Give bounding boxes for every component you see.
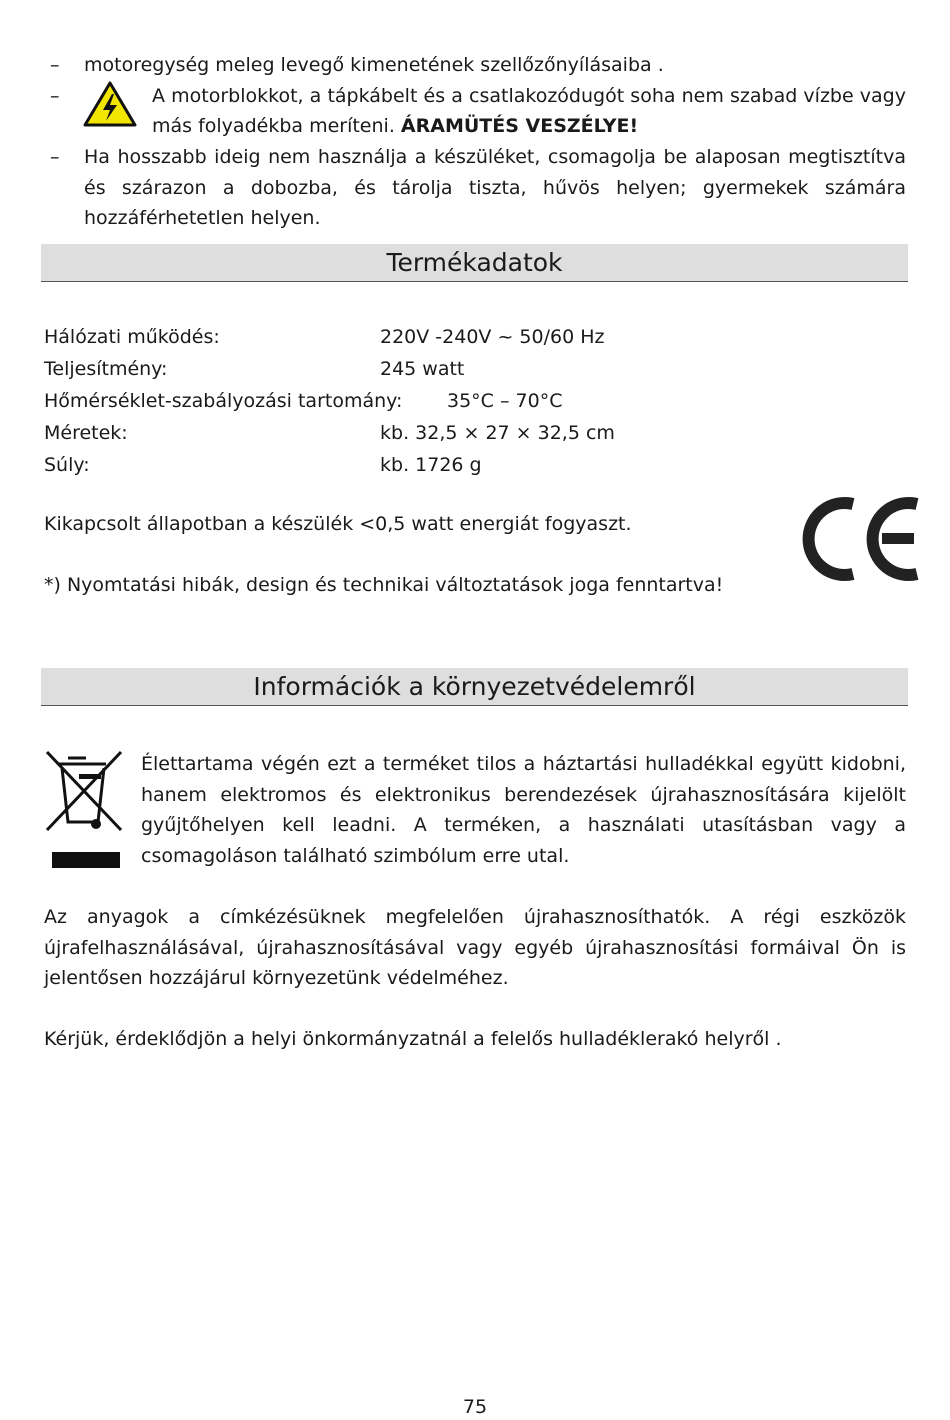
spec-value-dimensions: kb. 32,5 × 27 × 32,5 cm: [380, 422, 615, 444]
spec-label-power-supply: Hálózati működés:: [44, 326, 220, 348]
standby-consumption-note: Kikapcsolt állapotban a készülék <0,5 watt energiát fogyaszt.: [44, 513, 632, 535]
crossed-out-wheelie-bin-icon: [44, 748, 124, 872]
recycling-info-text: Az anyagok a címkézésüknek megfelelően újrahasznosíthatók. A régi eszközök újrafelhasználásával, újrahasznosításával vagy egyéb újrahasznosítási formáival Ön is jelentősen hozzájárul környezetünk védelméhez.: [44, 906, 906, 989]
ce-mark-icon: [798, 495, 922, 583]
spec-label-temperature-range: Hőmérséklet-szabályozási tartomány:: [44, 390, 403, 412]
spec-label-power: Teljesítmény:: [44, 358, 168, 380]
list-dash: –: [50, 54, 60, 76]
list-dash: –: [50, 85, 60, 107]
page-number: 75: [462, 1396, 488, 1418]
spec-value-weight: kb. 1726 g: [380, 454, 482, 476]
section-heading-environment: Információk a környezetvédelemről: [253, 672, 696, 701]
spec-value-power: 245 watt: [380, 358, 465, 380]
list-item-3: Ha hosszabb ideig nem használja a készüléket, csomagolja be alaposan megtisztítva és szárazon a dobozba, és tárolja tiszta, hűvös helyen; gyermekek számára hozzáférhetetlen helyen.: [84, 146, 906, 229]
section-heading-bar: [41, 244, 908, 282]
electric-shock-warning: ÁRAMÜTÉS VESZÉLYE!: [400, 115, 639, 137]
list-item-2-line-2: [152, 111, 638, 141]
section-heading-bar: [41, 668, 908, 706]
spec-value-power-supply: 220V -240V ~ 50/60 Hz: [380, 326, 605, 348]
weee-disposal-text: Élettartama végén ezt a terméket tilos a háztartási hulladékkal együtt kidobni, hanem elektromos és elektronikus berendezések újrahasznosítására kijelölt gyűjtőhelyen kell leadni. A terméken, a használati utasításban vagy a csomagoláson található szimbólum erre utal.: [141, 753, 906, 867]
spec-label-dimensions: Méretek:: [44, 422, 128, 444]
list-item-2-text: más folyadékba meríteni.: [152, 115, 401, 137]
spec-value-temperature-range: 35°C – 70°C: [447, 390, 563, 412]
list-item-2-line-1: A motorblokkot, a tápkábelt és a csatlakozódugót soha nem szabad vízbe vagy: [152, 85, 906, 107]
spec-label-weight: Súly:: [44, 454, 90, 476]
list-item-1: motoregység meleg levegő kimenetének szellőzőnyílásaiba .: [84, 54, 664, 76]
high-voltage-warning-icon: [82, 80, 138, 128]
disclaimer-note: *) Nyomtatási hibák, design és technikai változtatások joga fenntartva!: [44, 574, 724, 596]
local-authority-contact-text: Kérjük, érdeklődjön a helyi önkormányzatnál a felelős hulladéklerakó helyről .: [44, 1028, 782, 1050]
list-dash: –: [50, 146, 60, 168]
section-heading-product: Termékadatok: [386, 248, 563, 277]
